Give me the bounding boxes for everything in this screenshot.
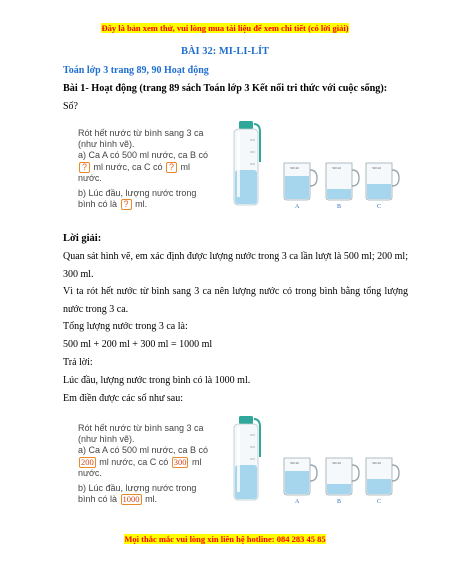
figure-text bbox=[78, 423, 233, 505]
cup-label-c: C bbox=[377, 499, 382, 505]
figure-line: bình có là bbox=[78, 494, 118, 505]
measuring-cups-icon bbox=[280, 455, 400, 505]
figure-line: b) Lúc đầu, lượng nước trong bbox=[78, 483, 197, 494]
cup-label-c: C bbox=[377, 204, 382, 210]
measuring-cups-icon bbox=[280, 160, 400, 210]
figure-line: (như hình vẽ). bbox=[78, 434, 135, 445]
measuring-cup-c bbox=[366, 458, 399, 505]
page-title: BÀI 32: MI-LI-LÍT bbox=[180, 46, 270, 57]
solution-line: Lúc đầu, lượng nước trong bình có là 1000 ml. bbox=[63, 375, 251, 386]
water-bottle-icon bbox=[230, 415, 262, 501]
cup-scale: 500 ml bbox=[372, 461, 381, 465]
figure-line: b) Lúc đầu, lượng nước trong bbox=[78, 188, 197, 199]
figure-line: Rót hết nước từ bình sang 3 ca bbox=[78, 423, 204, 433]
figure-line: ml. bbox=[135, 199, 148, 210]
figure-line: ml bbox=[180, 161, 191, 172]
answer-box-b: 200 bbox=[81, 456, 94, 467]
exercise-heading: Bài 1- Hoạt động (trang 89 sách Toán lớp 3 Kết nối tri thức với cuộc sống): bbox=[63, 83, 388, 94]
solution-line: 500 ml + 200 ml + 300 ml = 1000 ml bbox=[63, 339, 213, 350]
figure-line: ml bbox=[192, 456, 202, 467]
figure-line: ml nước, ca C có bbox=[93, 161, 163, 172]
footer-hotline: Mọi thắc mắc vui lòng xin liên hệ hotline: 084 283 45 85 bbox=[124, 534, 326, 544]
figure-line: a) Ca A có 500 ml nước, ca B có bbox=[78, 150, 208, 161]
measuring-cup-a bbox=[284, 458, 317, 505]
cup-scale: 500 ml bbox=[332, 461, 341, 465]
cup-label-a: A bbox=[295, 499, 300, 505]
figure-line: a) Ca A có 500 ml nước, ca B có bbox=[78, 445, 208, 456]
question-label: Số? bbox=[63, 101, 78, 112]
solution-line: Em điền được các số như sau: bbox=[63, 393, 183, 404]
measuring-cup-c bbox=[366, 163, 399, 210]
cup-scale: 500 ml bbox=[372, 166, 381, 170]
blank-box-c: ? bbox=[166, 162, 177, 173]
figure-line: (như hình vẽ). bbox=[78, 139, 135, 150]
answer-box-c: 300 bbox=[173, 456, 187, 467]
cup-label-a: A bbox=[295, 204, 300, 210]
figure-line: nước. bbox=[78, 467, 102, 478]
figure-line: Rót hết nước từ bình sang 3 ca bbox=[78, 128, 204, 138]
solution-paragraph: Quan sát hình vẽ, em xác định được lượng nước trong 3 ca lần lượt là 500 ml; 200 ml; 300 ml. bbox=[63, 251, 408, 280]
section-subheading: Toán lớp 3 trang 89, 90 Hoạt động bbox=[63, 65, 209, 76]
blank-box-b: ? bbox=[79, 162, 90, 173]
cup-scale: 500 ml bbox=[290, 166, 299, 170]
water-bottle-icon bbox=[230, 120, 262, 206]
exercise-figure bbox=[70, 120, 400, 215]
solution-line: Trả lời: bbox=[63, 357, 93, 368]
measuring-cup-b bbox=[326, 163, 359, 210]
answer-box-total: 1000 bbox=[122, 494, 140, 505]
measuring-cup-b bbox=[326, 458, 359, 505]
cup-label-b: B bbox=[337, 499, 342, 505]
cup-scale: 500 ml bbox=[332, 166, 341, 170]
figure-line: bình có là bbox=[78, 199, 118, 210]
figure-line: nước. bbox=[78, 172, 102, 183]
figure-line: ml. bbox=[145, 494, 158, 505]
solution-line: Tổng lượng nước trong 3 ca là: bbox=[63, 321, 188, 332]
figure-line: ml nước, ca C có bbox=[99, 456, 169, 467]
solution-paragraph: Vì ta rót hết nước từ bình sang 3 ca nên lượng nước có trong bình bằng tổng lượng nước trong 3 ca. bbox=[63, 286, 408, 315]
answer-figure bbox=[70, 415, 400, 510]
figure-text bbox=[78, 128, 233, 210]
measuring-cup-a bbox=[284, 163, 317, 210]
cup-label-b: B bbox=[337, 204, 342, 210]
cup-scale: 500 ml bbox=[290, 461, 299, 465]
solution-heading: Lời giải: bbox=[63, 233, 102, 244]
preview-banner: Đây là bản xem thử, vui lòng mua tài liệu để xem chi tiết (có lời giải) bbox=[101, 23, 349, 33]
blank-box-total: ? bbox=[121, 199, 132, 210]
